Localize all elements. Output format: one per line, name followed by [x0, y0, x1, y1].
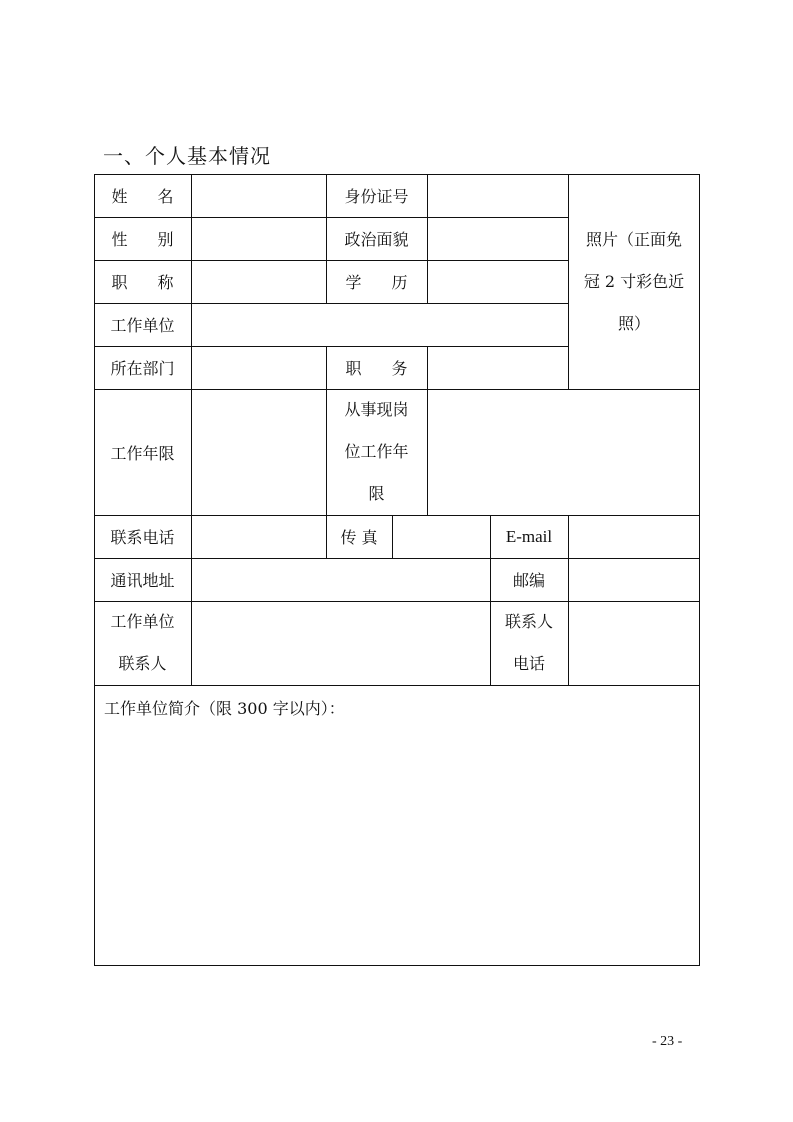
- title-field[interactable]: [192, 260, 326, 303]
- employer-field[interactable]: [192, 303, 568, 346]
- label-employer: 工作单位: [110, 316, 175, 335]
- label-employer-contact: [94, 601, 191, 685]
- education-field[interactable]: [428, 260, 568, 303]
- personal-info-form: [94, 174, 700, 966]
- label-line: 联系人: [504, 612, 553, 631]
- label-education: 学历: [345, 273, 438, 292]
- current-post-years-field[interactable]: [428, 389, 700, 515]
- row-divider: [94, 685, 700, 686]
- photo-label-line: 照）: [617, 313, 650, 333]
- label-fax: 传 真: [340, 528, 378, 547]
- label-line: 从事现岗: [344, 400, 409, 419]
- email-field[interactable]: [569, 515, 700, 558]
- name-field[interactable]: [192, 174, 326, 217]
- label-current-post-years: [326, 389, 427, 515]
- label-work-years: 工作年限: [110, 443, 175, 463]
- phone-field[interactable]: [192, 515, 326, 558]
- label-title: 职称: [111, 273, 204, 292]
- label-line: 联系人: [118, 654, 167, 673]
- label-line: 工作单位: [110, 612, 175, 631]
- label-postcode: 邮编: [512, 571, 545, 590]
- label-political-status: 政治面貌: [344, 230, 409, 249]
- label-line: 电话: [512, 654, 545, 673]
- postcode-field[interactable]: [569, 558, 700, 601]
- section-title: 一、个人基本情况: [103, 144, 271, 168]
- label-line: 限: [368, 484, 385, 503]
- political-status-field[interactable]: [428, 217, 568, 260]
- gender-field[interactable]: [192, 217, 326, 260]
- department-field[interactable]: [192, 346, 326, 389]
- label-name: 姓名: [111, 187, 204, 206]
- label-id-number: 身份证号: [344, 187, 409, 206]
- label-department: 所在部门: [110, 359, 175, 378]
- fax-field[interactable]: [393, 515, 490, 558]
- label-email: E-mail: [505, 526, 553, 546]
- page-number: - 23 -: [652, 1034, 683, 1049]
- label-line: 位工作年: [344, 442, 409, 461]
- position-field[interactable]: [428, 346, 568, 389]
- label-address: 通讯地址: [110, 571, 175, 590]
- photo-area[interactable]: [568, 174, 700, 389]
- employer-contact-field[interactable]: [192, 601, 490, 685]
- label-phone: 联系电话: [110, 528, 175, 547]
- contact-phone-field[interactable]: [569, 601, 700, 685]
- photo-label-line: 照片（正面免: [585, 229, 682, 249]
- id-number-field[interactable]: [428, 174, 568, 217]
- label-employer-intro: 工作单位简介（限 300 字以内）：: [104, 699, 345, 718]
- work-years-field[interactable]: [192, 389, 326, 515]
- label-contact-phone: [490, 601, 568, 685]
- photo-label-line: 冠 2 寸彩色近: [583, 271, 685, 291]
- employer-intro-field[interactable]: [100, 724, 694, 960]
- label-position: 职务: [345, 359, 438, 378]
- label-gender: 性别: [111, 230, 204, 249]
- address-field[interactable]: [192, 558, 490, 601]
